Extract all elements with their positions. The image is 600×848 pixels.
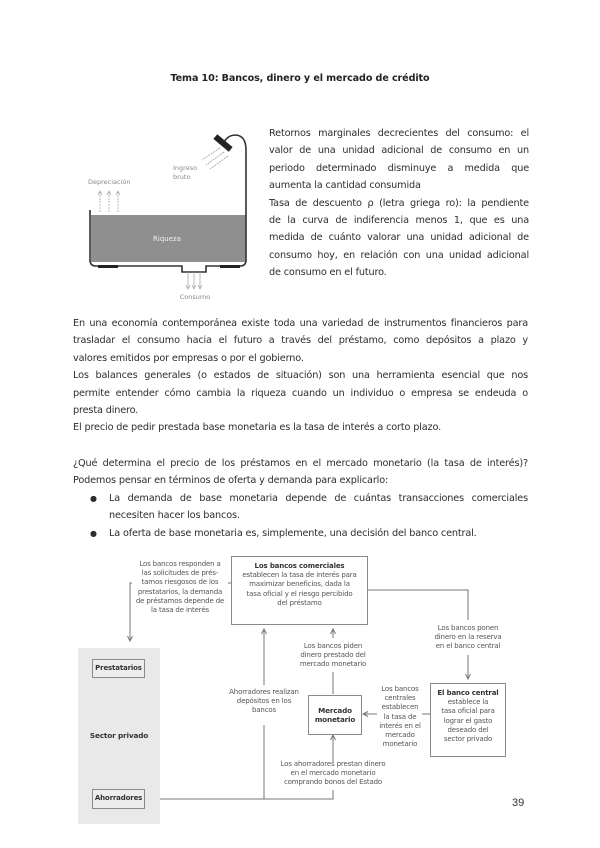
- central-bank-line: tasa oficial para: [441, 707, 495, 716]
- banks-respond-text: [132, 560, 228, 615]
- text-line: las solicitudes de prés-: [141, 569, 219, 578]
- central-bank-box: [430, 683, 506, 757]
- definition-line: de consumo en el futuro.: [269, 267, 387, 279]
- paragraph-line: valores emitidos por empresas o por el gobierno.: [73, 352, 304, 364]
- text-line: dinero en la reserva: [434, 633, 502, 642]
- private-sector-label: Sector privado: [89, 731, 149, 740]
- text-line: en el banco central: [435, 642, 501, 651]
- definition-line: Retornos marginales decrecientes del consumo: el: [269, 128, 529, 139]
- gross-income-label-2: bruto: [173, 173, 191, 181]
- commercial-banks-line: establecen la tasa de interés para: [242, 571, 357, 580]
- text-line: mercado monetario: [299, 660, 367, 669]
- text-line: interés en el: [379, 721, 421, 730]
- text-line: dinero prestado del: [300, 651, 366, 660]
- text-line: tamos riesgosos de los: [141, 578, 219, 587]
- banks-reserve-text: [420, 624, 516, 652]
- text-line: la tasa de: [383, 712, 417, 721]
- depreciation-label: Depreciación: [88, 178, 131, 186]
- question-line: Podemos pensar en términos de oferta y demanda para explicarlo:: [73, 475, 389, 487]
- connector-banks-to-central: [367, 590, 468, 620]
- paragraph-line: trasladar el consumo hacia el futuro a través del préstamo, como depósitos a plazo y: [73, 335, 528, 347]
- commercial-banks-line: maximizar beneficios, dada la: [249, 580, 350, 589]
- commercial-banks-line: del préstamo: [277, 598, 322, 607]
- text-line: de préstamos depende de: [135, 596, 225, 605]
- paragraph-line: En una economía contemporánea existe toda una variedad de instrumentos financieros para: [73, 318, 528, 329]
- savers-lend-text: [270, 760, 396, 788]
- consumption-label: Consumo: [179, 293, 211, 301]
- text-line: monetario: [314, 715, 356, 725]
- bullet-line: ● La oferta de base monetaria es, simplemente, una decisión del banco central.: [109, 527, 477, 539]
- central-bank-line: lograr el gasto: [443, 716, 493, 725]
- paragraph-line: El precio de pedir prestada base monetaria es la tasa de interés a corto plazo.: [73, 422, 442, 434]
- text-line: establecen: [381, 703, 419, 712]
- definition-line: aumenta la cantidad consumida: [269, 180, 421, 192]
- paragraph-line: permite entender cómo cambia la riqueza cuando un individuo o empresa se endeuda o: [73, 387, 528, 399]
- bullet-line: ● La demanda de base monetaria depende de cuántas transacciones comerciales: [109, 492, 528, 504]
- commercial-banks-line: tasa oficial y el riesgo percibido: [246, 589, 353, 598]
- gross-income-label-1: Ingreso: [173, 164, 198, 172]
- banks-borrow-text: [285, 642, 381, 670]
- text-line: Los bancos responden a: [139, 560, 221, 568]
- text-line: prestatarios, la demanda: [137, 587, 223, 596]
- central-bank-line: deseado del: [447, 725, 489, 734]
- definition-line: consumo hoy, en relación con una unidad adicional: [269, 249, 529, 261]
- borrowers-box: Prestatarios: [92, 659, 145, 678]
- commercial-banks-title: Los bancos comerciales: [254, 562, 345, 570]
- definition-line: medida de cuánto valorar una unidad adicional de: [269, 232, 529, 244]
- savers-deposit-text: [220, 688, 308, 716]
- definition-line: de la curva de indiferencia menos 1, que es una: [269, 215, 529, 227]
- paragraph-line: Los balances generales (o estados de situación) son una herramienta esencial que nos: [73, 370, 528, 382]
- definition-line: valor de una unidad adicional de consumo en un: [269, 145, 529, 157]
- text-line: centrales: [384, 694, 416, 703]
- text-line: depósitos en los: [236, 697, 292, 706]
- central-bank-line: sector privado: [443, 735, 493, 744]
- text-line: bancos: [251, 706, 277, 715]
- savers-box: Ahorradores: [92, 789, 145, 809]
- page-title: Tema 10: Bancos, dinero y el mercado de crédito: [170, 73, 430, 84]
- central-banks-set-text: [375, 685, 425, 749]
- central-bank-line: establece la: [447, 698, 489, 707]
- money-market-box: [308, 695, 362, 735]
- paragraph-line: presta dinero.: [73, 405, 139, 417]
- text-line: mercado: [385, 731, 415, 740]
- definition-line: periodo determinado disminuye a medida que: [269, 162, 529, 174]
- bullet-line: necesiten hacer los bancos.: [109, 510, 240, 522]
- text-line: la tasa de interés: [150, 606, 210, 615]
- text-line: Los bancos piden: [303, 642, 363, 650]
- text-line: Los bancos ponen: [437, 624, 499, 632]
- text-line: Mercado: [318, 706, 352, 715]
- text-line: monetario: [382, 740, 418, 749]
- commercial-banks-box: [231, 556, 368, 625]
- text-line: comprando bonos del Estado: [283, 778, 383, 787]
- text-line: Los ahorradores prestan dinero: [280, 760, 386, 768]
- text-line: Los bancos: [381, 685, 419, 693]
- central-bank-title: El banco central: [437, 689, 499, 697]
- wealth-label: Riqueza: [153, 235, 181, 243]
- text-line: en el mercado monetario: [290, 769, 376, 778]
- definition-line: Tasa de descuento ρ (letra griega ro): la pendiente: [269, 197, 529, 209]
- connector-savers: [145, 790, 333, 799]
- page-number: 39: [512, 797, 525, 809]
- text-line: Ahorradores realizan: [229, 688, 299, 696]
- question-line: ¿Qué determina el precio de los préstamos en el mercado monetario (la tasa de interés)?: [73, 458, 528, 469]
